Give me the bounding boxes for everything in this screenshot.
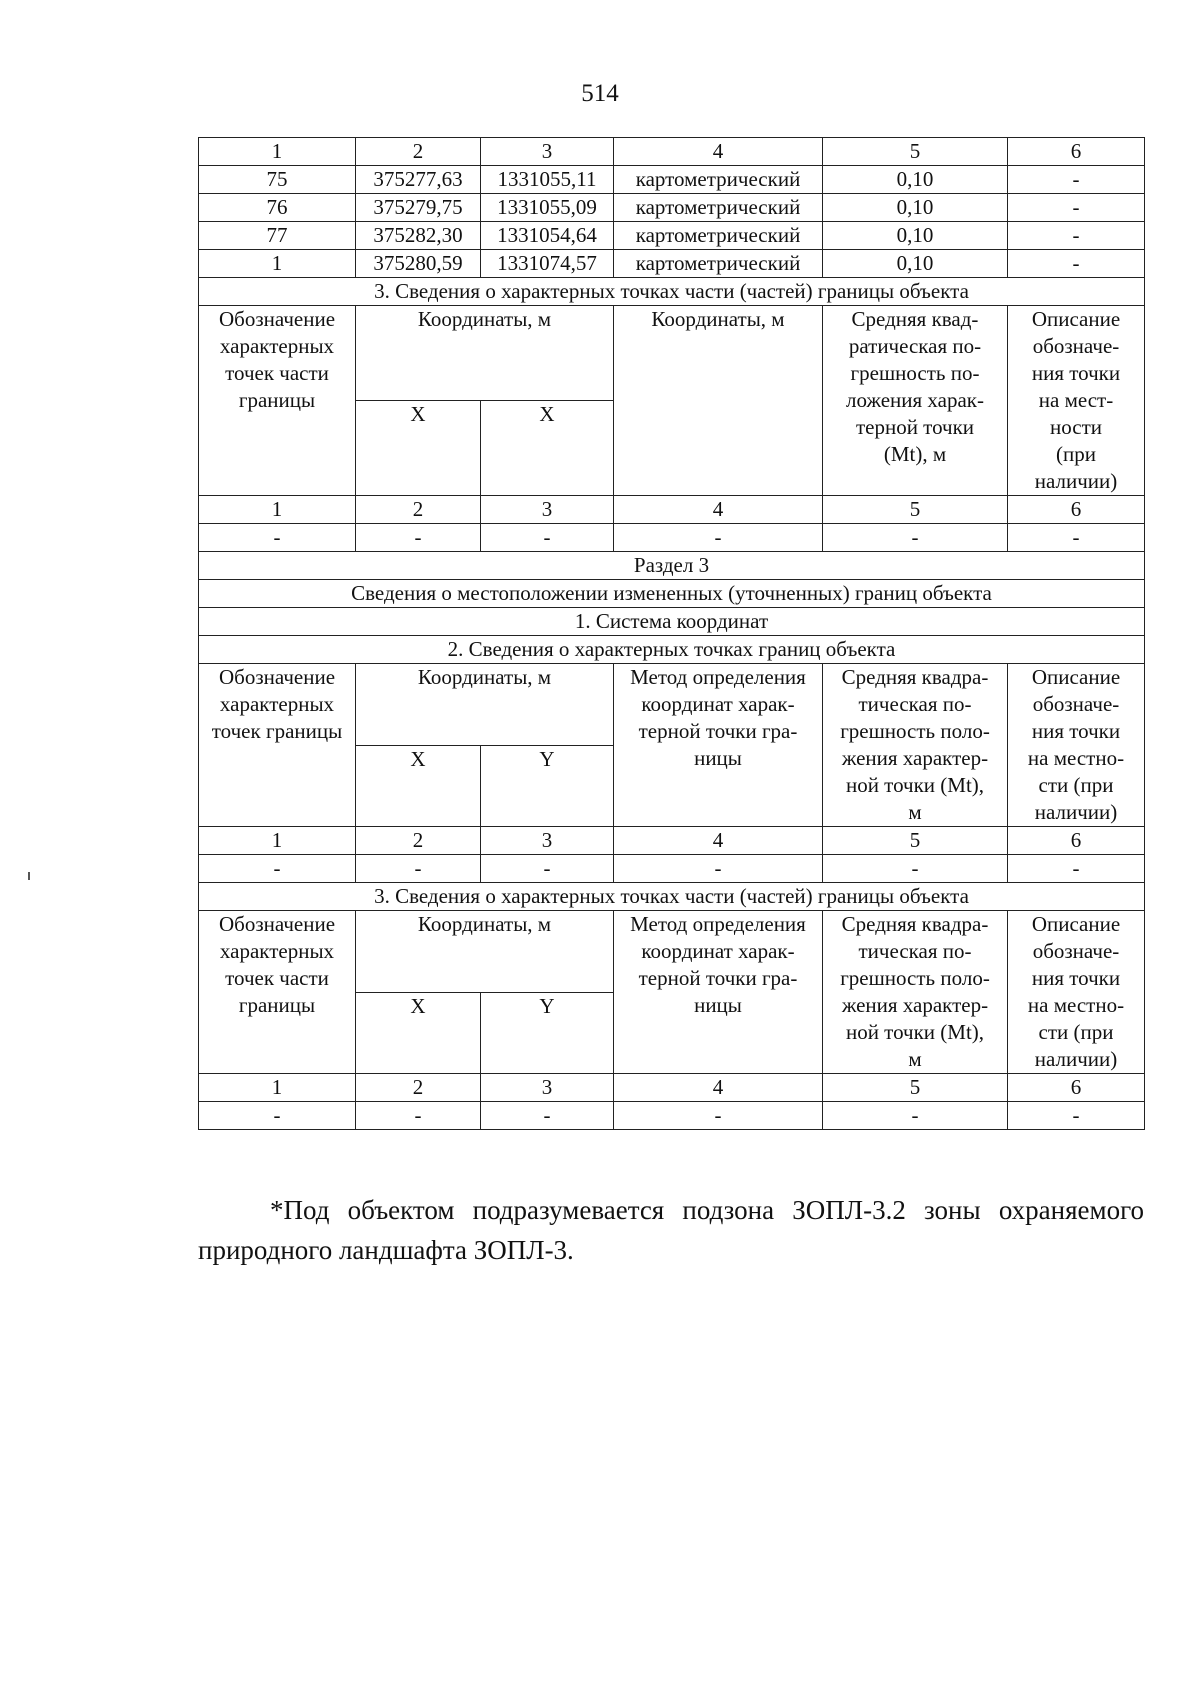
part-points-title: [199, 883, 1145, 911]
column-number: [481, 827, 614, 855]
cell-text: 2: [412, 139, 424, 163]
empty-row: [199, 524, 1145, 552]
cell-text: Сведения о местоположении измененных (уточненных) границ объекта: [351, 581, 992, 605]
cell-text: 75: [266, 167, 288, 191]
table-cell: [823, 194, 1008, 222]
table-cell: [199, 166, 356, 194]
cell-text: -: [273, 525, 281, 549]
cell-text: Y: [539, 746, 555, 771]
header-y: [481, 401, 614, 496]
cell-text: 0,10: [896, 167, 934, 191]
header-row: [199, 306, 1145, 401]
table-cell: [823, 250, 1008, 278]
cell-text: -: [1072, 856, 1080, 880]
part-points-title: [199, 278, 1145, 306]
cell-text: X: [539, 402, 555, 426]
cell-text: -: [1072, 223, 1080, 247]
cell-text: 2. Сведения о характерных точках границ объекта: [447, 637, 896, 661]
empty-cell: [1008, 1102, 1145, 1130]
table-cell: [199, 194, 356, 222]
table-cell: [356, 250, 481, 278]
section-title-row: [199, 883, 1145, 911]
cell-text: -: [1072, 251, 1080, 275]
section-row: [199, 608, 1145, 636]
cell-text: Обозначение характерных точек части границы: [218, 307, 336, 412]
cell-text: X: [410, 402, 426, 426]
cell-text: 1: [271, 1075, 283, 1099]
column-number: [356, 1074, 481, 1102]
header-description: [1008, 911, 1145, 1074]
table-cell: [823, 222, 1008, 250]
empty-cell: [1008, 855, 1145, 883]
cell-text: 5: [909, 139, 921, 163]
empty-cell: [823, 855, 1008, 883]
empty-cell: [823, 1102, 1008, 1130]
empty-cell: [199, 1102, 356, 1130]
cell-text: 1: [271, 139, 283, 163]
column-number: [614, 1074, 823, 1102]
column-number: [481, 1074, 614, 1102]
cell-text: Метод определения координат харак- терной точки гра- ницы: [630, 665, 806, 770]
column-number: [1008, 1074, 1145, 1102]
table-row: [199, 166, 1145, 194]
table-cell: [481, 250, 614, 278]
table-cell: [481, 194, 614, 222]
section-title-row: [199, 278, 1145, 306]
header-method: [614, 306, 823, 496]
table-cell: [1008, 250, 1145, 278]
cell-text: -: [543, 525, 551, 549]
cell-text: Средняя квад- ратическая по- грешность по- ложения харак- терной точки (Mt), м: [846, 307, 984, 466]
header-row: [199, 664, 1145, 746]
cell-text: 6: [1070, 497, 1082, 521]
coordinates-table: [198, 137, 1145, 1130]
cell-text: картометрический: [635, 167, 801, 191]
table-cell: [356, 166, 481, 194]
column-number: [199, 827, 356, 855]
cell-text: Средняя квадра- тическая по- грешность поло- жения характер- ной точки (Mt), м: [840, 665, 990, 824]
cell-text: Описание обозначе- ния точки на местно- сти (при наличии): [1027, 912, 1125, 1071]
cell-text: 5: [909, 828, 921, 852]
number-row: [199, 827, 1145, 855]
column-number: [1008, 138, 1145, 166]
empty-cell: [614, 1102, 823, 1130]
cell-text: -: [543, 856, 551, 880]
empty-cell: [614, 855, 823, 883]
cell-text: Координаты, м: [417, 665, 552, 689]
table-cell: [199, 250, 356, 278]
cell-text: 375280,59: [373, 251, 463, 275]
cell-text: -: [1072, 167, 1080, 191]
empty-row: [199, 1102, 1145, 1130]
cell-text: -: [1072, 1103, 1080, 1127]
cell-text: -: [414, 1103, 422, 1127]
cell-text: -: [714, 525, 722, 549]
table-cell: [356, 222, 481, 250]
cell-text: -: [911, 1103, 919, 1127]
header-method: [614, 911, 823, 1074]
cell-text: Метод определения координат харак- терной точки гра- ницы: [630, 912, 806, 1017]
cell-text: 6: [1070, 1075, 1082, 1099]
cell-text: 375277,63: [373, 167, 463, 191]
cell-text: Описание обозначе- ния точки на местно- сти (при наличии): [1027, 665, 1125, 824]
cell-text: 1331055,11: [497, 167, 597, 191]
section-title-row: [199, 636, 1145, 664]
cell-text: 0,10: [896, 251, 934, 275]
header-point-designation: [199, 664, 356, 827]
cell-text: 3. Сведения о характерных точках части (частей) границы объекта: [374, 884, 969, 908]
header-error: [823, 306, 1008, 496]
cell-text: -: [714, 856, 722, 880]
table-row: [199, 194, 1145, 222]
section-row: [199, 552, 1145, 580]
table-cell: [199, 222, 356, 250]
cell-text: -: [543, 1103, 551, 1127]
cell-text: X: [410, 993, 426, 1018]
boundary-points-title: [199, 636, 1145, 664]
header-method: [614, 664, 823, 827]
cell-text: 1: [271, 497, 283, 521]
empty-cell: [823, 524, 1008, 552]
cell-text: -: [414, 525, 422, 549]
cell-text: 76: [266, 195, 288, 219]
table-cell: [481, 222, 614, 250]
empty-row: [199, 855, 1145, 883]
cell-text: X: [410, 746, 426, 771]
empty-cell: [481, 855, 614, 883]
header-description: [1008, 306, 1145, 496]
header-x: [356, 992, 481, 1074]
table-cell: [1008, 222, 1145, 250]
empty-cell: [1008, 524, 1145, 552]
cell-text: 375282,30: [373, 223, 463, 247]
column-number: [1008, 827, 1145, 855]
column-number: [356, 138, 481, 166]
column-number: [823, 1074, 1008, 1102]
table-cell: [614, 194, 823, 222]
cell-text: 2: [412, 497, 424, 521]
table-cell: [356, 194, 481, 222]
cell-text: Обозначение характерных точек части границы: [218, 912, 336, 1017]
column-number: [481, 138, 614, 166]
cell-text: Y: [539, 993, 555, 1018]
cell-text: 5: [909, 1075, 921, 1099]
column-number: [823, 827, 1008, 855]
footnote: *Под объектом подразумевается подзона ЗОПЛ-3.2 зоны охраняемого природного ландшафта ЗОПЛ-3.: [198, 1195, 1144, 1265]
header-coordinates: [356, 911, 614, 993]
table-cell: [614, 250, 823, 278]
cell-text: -: [414, 856, 422, 880]
header-error: [823, 911, 1008, 1074]
empty-cell: [481, 1102, 614, 1130]
cell-text: Раздел 3: [633, 553, 710, 577]
column-number: [1008, 496, 1145, 524]
header-row: [199, 138, 1145, 166]
section-heading: [199, 552, 1145, 580]
cell-text: 2: [412, 1075, 424, 1099]
header-row: [199, 911, 1145, 993]
empty-cell: [481, 524, 614, 552]
cell-text: -: [273, 1103, 281, 1127]
cell-text: 375279,75: [373, 195, 463, 219]
cell-text: 1331054,64: [497, 223, 597, 247]
cell-text: -: [1072, 195, 1080, 219]
header-point-designation: [199, 911, 356, 1074]
table-cell: [1008, 166, 1145, 194]
cell-text: -: [1072, 525, 1080, 549]
cell-text: 3. Сведения о характерных точках части (частей) границы объекта: [374, 279, 969, 303]
header-x: [356, 401, 481, 496]
header-y: [481, 745, 614, 827]
cell-text: 0,10: [896, 223, 934, 247]
empty-cell: [356, 524, 481, 552]
cell-text: 3: [541, 139, 553, 163]
section-subtitle: [199, 580, 1145, 608]
header-coordinates: [356, 306, 614, 401]
section-row: [199, 580, 1145, 608]
empty-cell: [199, 524, 356, 552]
cell-text: Описание обозначе- ния точки на мест- ности (при наличии): [1031, 307, 1121, 493]
empty-cell: [356, 855, 481, 883]
cell-text: 4: [712, 497, 724, 521]
number-row: [199, 496, 1145, 524]
cell-text: -: [273, 856, 281, 880]
header-point-designation: [199, 306, 356, 496]
cell-text: 4: [712, 1075, 724, 1099]
cell-text: Средняя квадра- тическая по- грешность поло- жения характер- ной точки (Mt), м: [840, 912, 990, 1071]
empty-cell: [356, 1102, 481, 1130]
cell-text: картометрический: [635, 251, 801, 275]
table-cell: [614, 166, 823, 194]
scan-speck: [28, 872, 30, 880]
table-cell: [1008, 194, 1145, 222]
page-number: 514: [581, 80, 619, 107]
column-number: [823, 496, 1008, 524]
empty-cell: [614, 524, 823, 552]
cell-text: 3: [541, 828, 553, 852]
column-number: [614, 138, 823, 166]
empty-cell: [199, 855, 356, 883]
cell-text: картометрический: [635, 195, 801, 219]
cell-text: 2: [412, 828, 424, 852]
cell-text: 1331074,57: [497, 251, 597, 275]
table-row: [199, 222, 1145, 250]
header-coordinates: [356, 664, 614, 746]
column-number: [356, 827, 481, 855]
column-number: [356, 496, 481, 524]
table-row: [199, 250, 1145, 278]
coordinate-system: [199, 608, 1145, 636]
table-cell: [823, 166, 1008, 194]
cell-text: 1331055,09: [497, 195, 597, 219]
cell-text: Координаты, м: [417, 912, 552, 936]
cell-text: 1: [271, 251, 283, 275]
table-cell: [481, 166, 614, 194]
column-number: [481, 496, 614, 524]
column-number: [199, 138, 356, 166]
cell-text: Обозначение характерных точек границы: [211, 665, 343, 743]
cell-text: 1. Система координат: [574, 609, 769, 633]
column-number: [614, 827, 823, 855]
cell-text: -: [911, 525, 919, 549]
cell-text: 3: [541, 1075, 553, 1099]
header-x: [356, 745, 481, 827]
header-error: [823, 664, 1008, 827]
column-number: [614, 496, 823, 524]
cell-text: 6: [1070, 139, 1082, 163]
cell-text: -: [714, 1103, 722, 1127]
cell-text: 4: [712, 139, 724, 163]
cell-text: Координаты, м: [651, 307, 785, 331]
cell-text: 1: [271, 828, 283, 852]
cell-text: Координаты, м: [417, 307, 552, 331]
cell-text: 0,10: [896, 195, 934, 219]
header-description: [1008, 664, 1145, 827]
cell-text: 3: [541, 497, 553, 521]
cell-text: -: [911, 856, 919, 880]
column-number: [199, 1074, 356, 1102]
cell-text: 6: [1070, 828, 1082, 852]
cell-text: 77: [266, 223, 288, 247]
column-number: [199, 496, 356, 524]
header-y: [481, 992, 614, 1074]
cell-text: 4: [712, 828, 724, 852]
cell-text: картометрический: [635, 223, 801, 247]
column-number: [823, 138, 1008, 166]
cell-text: 5: [909, 497, 921, 521]
table-cell: [614, 222, 823, 250]
number-row: [199, 1074, 1145, 1102]
